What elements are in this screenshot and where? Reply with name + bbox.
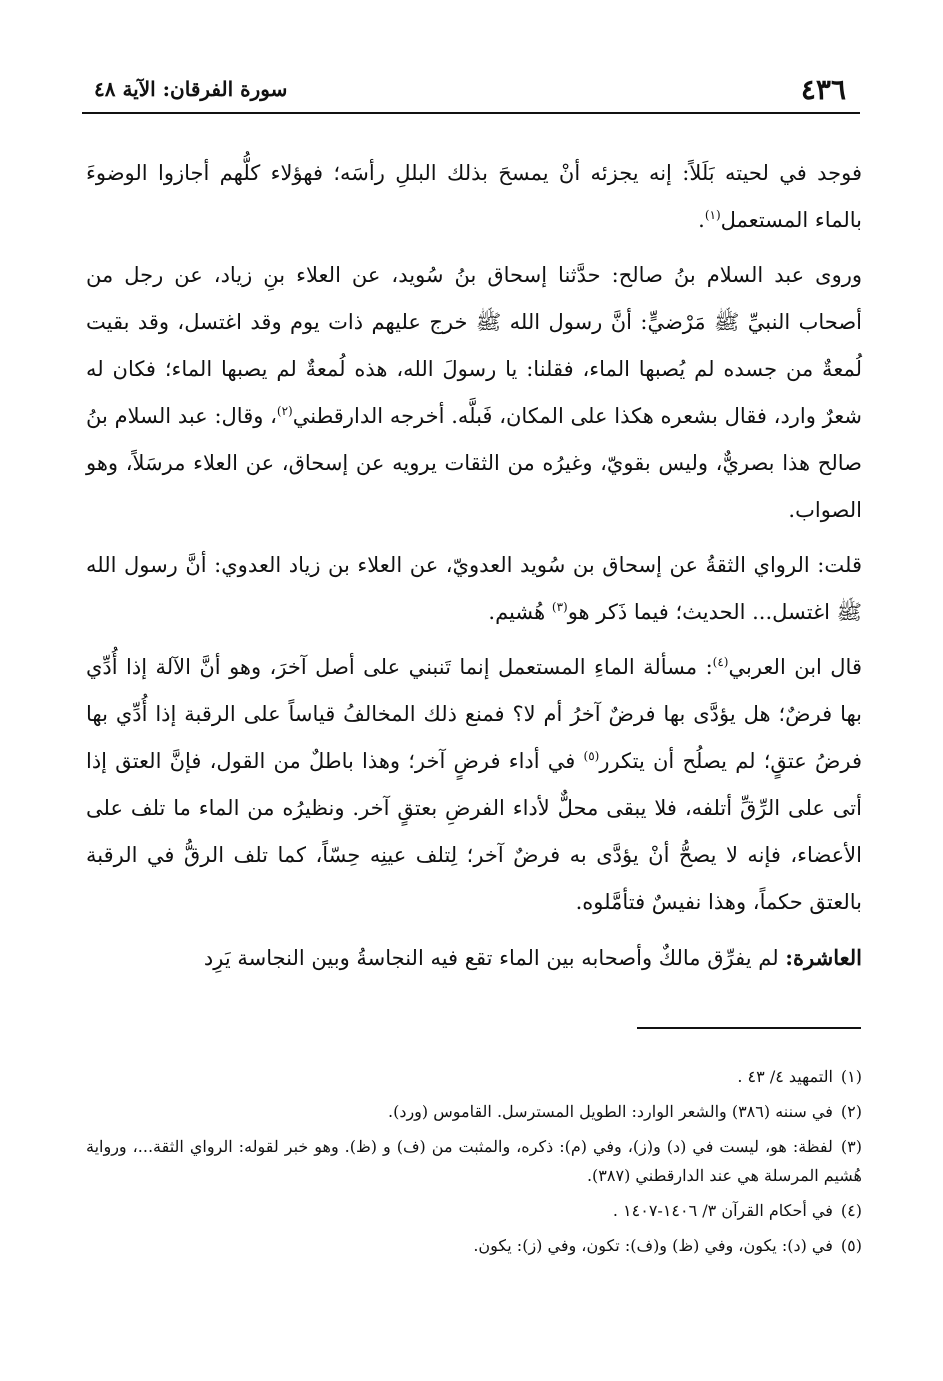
page-header bbox=[82, 66, 860, 114]
footnote-ref: (٣) bbox=[551, 600, 568, 614]
footnote-ref: (٥) bbox=[583, 749, 600, 763]
footnote-ref: (١) bbox=[704, 208, 721, 222]
footnote: (٣)لفظة: هو، ليست في (د) و(ز)، وفي (م): ذكره، والمثبت من (ف) و (ظ). وهو خبر لقوله: الرواي الثقة...، ورواية هُشيم المرسلة هي عند الدارقطني (٣٨٧). bbox=[86, 1137, 862, 1185]
paragraph: قلت: الرواي الثقةُ عن إسحاق بن سُويد العدويّ، عن العلاء بن زياد العدوي: أنَّ رسول الله ﷺ اغتسل... الحديث؛ فيما ذَكر هو$^{(٣)}$ هُشيم. bbox=[86, 553, 862, 624]
footnote: (٥)في (د): يكون، وفي (ظ) و(ف): تكون، وفي (ز): يكون. bbox=[473, 1236, 862, 1255]
page-number: ٤٣٦ bbox=[800, 72, 846, 106]
section-lead: العاشرة: bbox=[785, 945, 862, 970]
footnote-ref: (٢) bbox=[276, 404, 293, 418]
paragraph: العاشرة: لم يفرِّق مالكٌ وأصحابه بين الماء تقع فيه النجاسةُ وبين النجاسة يَرِد bbox=[203, 945, 862, 970]
paragraph: فوجد في لحيته بَلَلاً: إنه يجزئه أنْ يمسحَ بذلك البللِ رأسَه؛ فهؤلاء كلُّهم أجازوا الوضوءَ بالماء المستعمل$^{(١)}$. bbox=[86, 161, 862, 232]
main-text bbox=[86, 150, 862, 990]
footnote: (١)التمهيد ٤/ ٤٣ . bbox=[737, 1067, 862, 1086]
footnotes bbox=[86, 1062, 862, 1266]
paragraph: قال ابن العربي$^{(٤)}$: مسألة الماءِ المستعمل إنما تَنبني على أصل آخرَ، وهو أنَّ الآلة إذا أُدِّي بها فرضٌ؛ هل يؤدَّى بها فرضٌ آخرُ أم لا؟ فمنع ذلك المخالفُ قياساً على الرقبة إذا أُدِّي بها فرضُ عتقٍ؛ لم يصلُح أن يتكرر$^{(٥)}$ في أداء فرضٍ آخر؛ وهذا باطلٌ من القول، فإنَّ العتق إذا أتى على الرِّقِّ أتلفه، فلا يبقى محلٌّ لأداء الفرضِ بعتقٍ آخر. ونظيرُه من الماء ما تلف على الأعضاء، فإنه لا يصحُّ أنْ يؤدَّى به فرضٌ آخر؛ لِتلف عينِه حِسّاً، كما تلف الرقُّ في الرقبة بالعتق حكماً، وهذا نفيسٌ فتأمَّلوه. bbox=[86, 655, 862, 914]
footnote: (٤)في أحكام القرآن ٣/ ١٤٠٦-١٤٠٧ . bbox=[612, 1201, 862, 1220]
footnote-divider bbox=[637, 1027, 861, 1029]
paragraph: وروى عبد السلام بنُ صالح: حدَّثنا إسحاق بنُ سُويد، عن العلاء بنِ زياد، عن رجل من أصحاب النبيِّ ﷺ مَرْضيٍّ: أنَّ رسول الله ﷺ خرج عليهم ذات يوم وقد اغتسل، وقد بقيت لُمعةٌ من جسده لم يُصبها الماء، فقلنا: يا رسولَ الله، هذه لُمعةٌ لم يصبها الماء؛ فكان له شعرٌ وارد، فقال بشعره هكذا على المكان، فَبلَّه. أخرجه الدارقطني$^{(٢)}$، وقال: عبد السلام بنُ صالح هذا بصريٌّ، وليس بقويّ، وغيرُه من الثقات يرويه عن إسحاق، عن العلاء مرسَلاً، وهو الصواب. bbox=[86, 263, 862, 522]
footnote: (٢)في سننه (٣٨٦) والشعر الوارد: الطويل المسترسل. القاموس (ورد). bbox=[387, 1102, 862, 1121]
footnote-ref: (٤) bbox=[712, 655, 729, 669]
running-title: سورة الفرقان: الآية ٤٨ bbox=[94, 77, 288, 101]
